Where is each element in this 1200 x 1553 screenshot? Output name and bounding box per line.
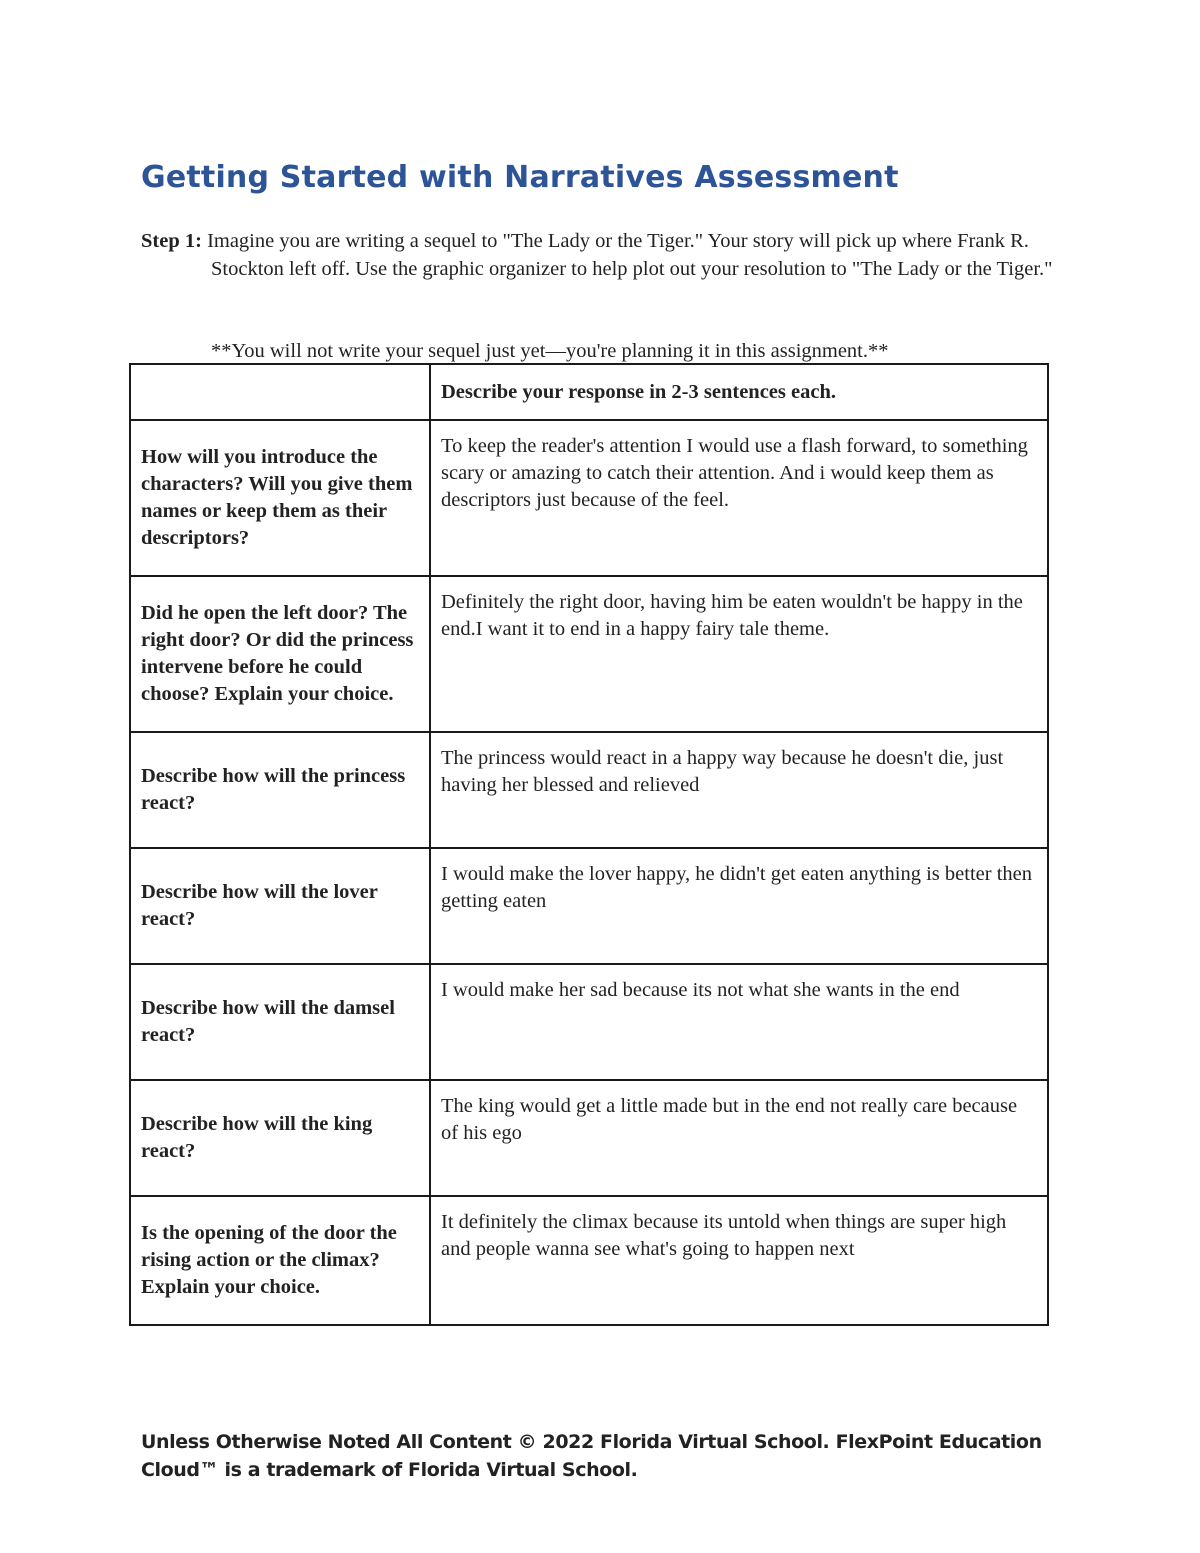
table-row (130, 576, 1048, 732)
question-cell: Is the opening of the door the rising action or the climax? Explain your choice. (130, 1196, 430, 1325)
step-text: Imagine you are writing a sequel to "The Lady or the Tiger." Your story will pick up where Frank R. Stockton left off. Use the graphic organizer to help plot out your resolution to "The Lady or the Tiger." (207, 230, 1053, 280)
step-instructions (141, 228, 1091, 283)
answer-cell: I would make the lover happy, he didn't get eaten anything is better then getting eaten (430, 848, 1048, 964)
table-row (130, 732, 1048, 848)
table-row (130, 848, 1048, 964)
copyright-footer: Unless Otherwise Noted All Content © 2022 Florida Virtual School. FlexPoint Education Cloud™ is a trademark of Florida Virtual School. (141, 1431, 1042, 1481)
question-cell: Describe how will the king react? (130, 1080, 430, 1196)
answer-cell: It definitely the climax because its untold when things are super high and people wanna see what's going to happen next (430, 1196, 1048, 1325)
table-row (130, 1080, 1048, 1196)
question-cell: Describe how will the princess react? (130, 732, 430, 848)
question-cell: How will you introduce the characters? Will you give them names or keep them as their descriptors? (130, 420, 430, 576)
header-response-cell: Describe your response in 2-3 sentences each. (430, 364, 1048, 420)
table-row (130, 964, 1048, 1080)
table-header-row (130, 364, 1048, 420)
table-row (130, 1196, 1048, 1325)
question-cell: Describe how will the damsel react? (130, 964, 430, 1080)
table-row (130, 420, 1048, 576)
assignment-note: **You will not write your sequel just yet—you're planning it in this assignment.** (211, 340, 889, 362)
page-title: Getting Started with Narratives Assessment (141, 160, 899, 195)
answer-cell: Definitely the right door, having him be eaten wouldn't be happy in the end.I want it to end in a happy fairy tale theme. (430, 576, 1048, 732)
answer-cell: I would make her sad because its not what she wants in the end (430, 964, 1048, 1080)
answer-cell: To keep the reader's attention I would use a flash forward, to something scary or amazing to catch their attention. And i would keep them as descriptors just because of the feel. (430, 420, 1048, 576)
question-cell: Did he open the left door? The right door? Or did the princess intervene before he could choose? Explain your choice. (130, 576, 430, 732)
question-cell: Describe how will the lover react? (130, 848, 430, 964)
step-label: Step 1: (141, 230, 202, 252)
header-empty-cell (130, 364, 430, 420)
answer-cell: The king would get a little made but in the end not really care because of his ego (430, 1080, 1048, 1196)
answer-cell: The princess would react in a happy way because he doesn't die, just having her blessed and relieved (430, 732, 1048, 848)
graphic-organizer-table (129, 363, 1049, 1326)
